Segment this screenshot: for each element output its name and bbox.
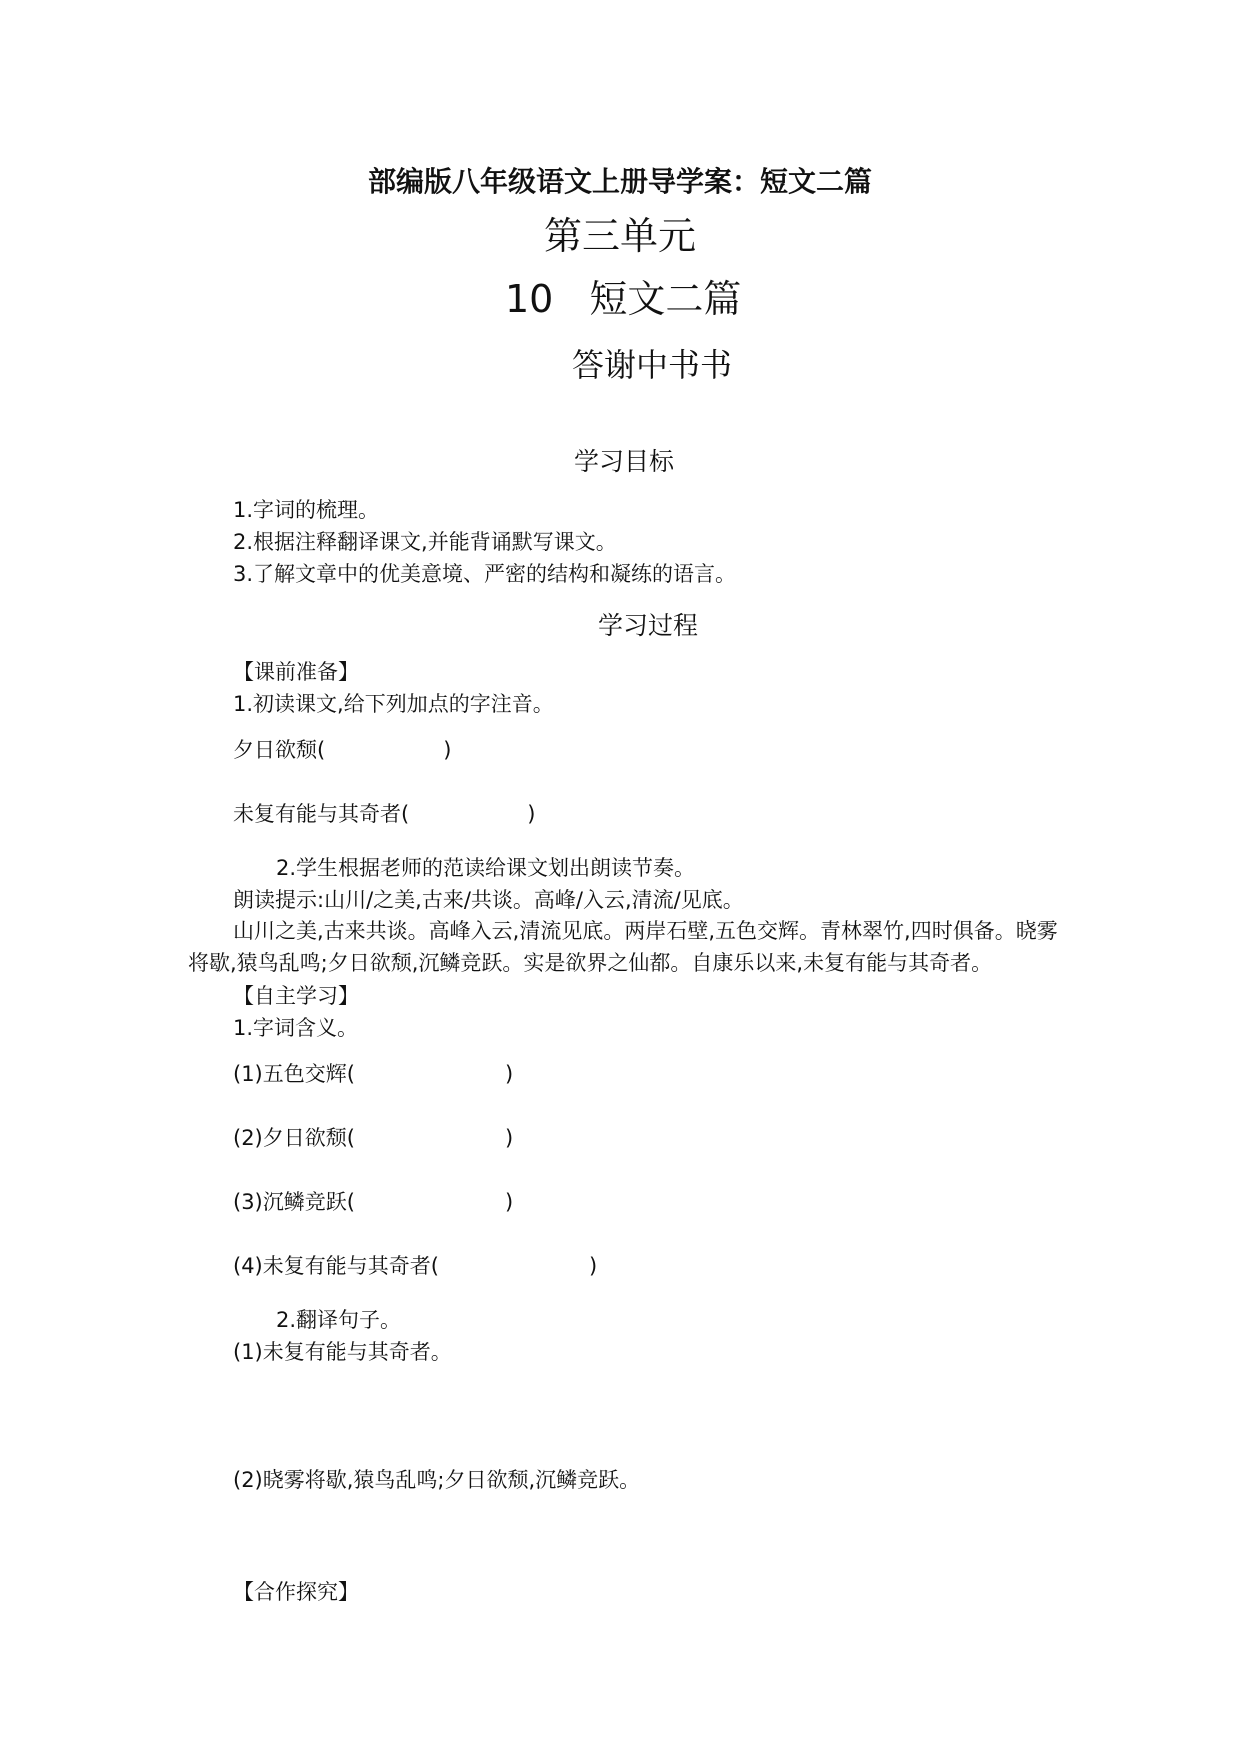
pinyin-blank-1-text: 夕日欲颓(: [233, 738, 326, 762]
meaning-item-3-text: (3)沉鳞竞跃(: [233, 1190, 355, 1214]
close-paren: ): [504, 1190, 514, 1214]
passage-text: 山川之美,古来共谈。高峰入云,清流见底。两岸石壁,五色交辉。青林翠竹,四时俱备。晓雾将歇,猿鸟乱鸣;夕日欲颓,沉鳞竞跃。实是欲界之仙都。自康乐以来,未复有能与其奇者。: [188, 919, 1058, 975]
meaning-item-4-text: (4)未复有能与其奇者(: [233, 1254, 439, 1278]
pinyin-blank-2-text: 未复有能与其奇者(: [233, 802, 410, 826]
self-study-label: 【自主学习】: [233, 984, 359, 1008]
meaning-item-1-text: (1)五色交辉(: [233, 1062, 355, 1086]
meaning-item-1: [233, 1058, 513, 1088]
prep-question-2: 2.学生根据老师的范读给课文划出朗读节奏。: [276, 856, 696, 880]
objective-item-2: 2.根据注释翻译课文,并能背诵默写课文。: [233, 530, 617, 554]
objective-item-3: 3.了解文章中的优美意境、严密的结构和凝练的语言。: [233, 562, 737, 586]
self-study-question-1: 1.字词含义。: [233, 1016, 359, 1040]
translate-item-1: (1)未复有能与其奇者。: [233, 1340, 452, 1364]
reading-hint: 朗读提示:山川/之美,古来/共谈。高峰/入云,清流/见底。: [233, 888, 744, 912]
close-paren: ): [504, 1126, 514, 1150]
meaning-item-2: [233, 1122, 513, 1152]
meaning-item-4: [233, 1250, 597, 1280]
page-title: 部编版八年级语文上册导学案：短文二篇: [367, 165, 872, 198]
close-paren: ): [588, 1254, 598, 1278]
prep-label: 【课前准备】: [233, 660, 359, 684]
objectives-heading: 学习目标: [574, 447, 675, 476]
coop-label: 【合作探究】: [233, 1580, 359, 1604]
close-paren: ): [527, 802, 536, 826]
objective-item-1: 1.字词的梳理。: [233, 498, 380, 522]
process-heading: 学习过程: [598, 611, 699, 640]
close-paren: ): [443, 738, 452, 762]
lesson-number: 10: [505, 277, 554, 321]
meaning-item-3: [233, 1186, 513, 1216]
unit-heading: 第三单元: [543, 214, 696, 258]
pinyin-blank-2: [233, 798, 535, 828]
meaning-item-2-text: (2)夕日欲颓(: [233, 1126, 355, 1150]
lesson-title: 短文二篇: [589, 277, 742, 321]
translate-item-2: (2)晓雾将歇,猿鸟乱鸣;夕日欲颓,沉鳞竞跃。: [233, 1468, 641, 1492]
prep-question-1: 1.初读课文,给下列加点的字注音。: [233, 692, 554, 716]
lesson-heading: [505, 268, 741, 323]
lesson-subtitle: 答谢中书书: [572, 346, 733, 384]
pinyin-blank-1: [233, 734, 451, 764]
close-paren: ): [504, 1062, 514, 1086]
self-study-question-2: 2.翻译句子。: [276, 1308, 402, 1332]
